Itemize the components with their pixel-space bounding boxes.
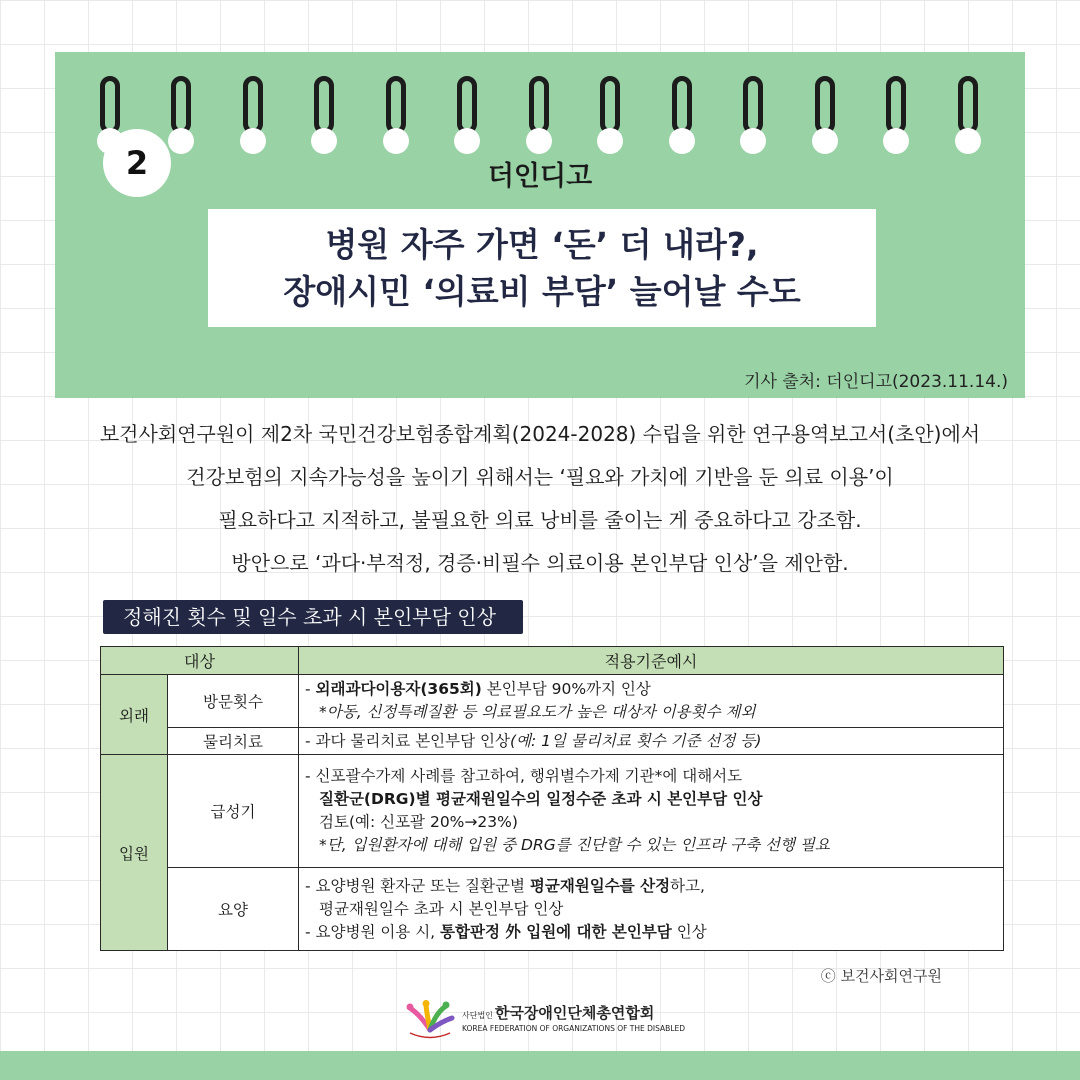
emphasis-text: 평균재원일수를 산정	[529, 876, 671, 895]
source-credit: 기사 출처: 더인디고(2023.11.14.)	[744, 372, 1008, 392]
binder-ring	[100, 76, 120, 134]
criteria-text: - 요양병원 환자군 또는 질환군별	[305, 876, 530, 895]
binder-ring	[743, 76, 763, 134]
binder-hole	[812, 128, 838, 154]
criteria-text: 하고,	[670, 876, 705, 895]
bullet-prefix: -	[305, 680, 316, 698]
criteria-text: - 과다 물리치료 본인부담 인상	[305, 731, 510, 750]
binder-ring	[672, 76, 692, 134]
criteria-line	[305, 730, 997, 753]
headline-line: 장애시민 ‘의료비 부담’ 늘어날 수도	[283, 272, 801, 311]
table-row	[101, 675, 1004, 728]
card-number-badge: 2	[103, 129, 171, 197]
criteria-line	[305, 921, 997, 944]
binder-hole	[669, 128, 695, 154]
emphasis-text: 외래과다이용자(365회)	[315, 680, 482, 698]
criteria-line: 평균재원일수 초과 시 본인부담 인상	[319, 899, 564, 918]
binder-hole	[597, 128, 623, 154]
criteria-nursing	[299, 868, 1004, 951]
binder-hole	[454, 128, 480, 154]
binder-ring	[171, 76, 191, 134]
bottom-band	[0, 1051, 1080, 1080]
binder-hole	[955, 128, 981, 154]
binder-ring	[815, 76, 835, 134]
category-inpatient: 입원	[101, 755, 168, 951]
source-name: 더인디고	[487, 161, 593, 192]
criteria-line	[305, 875, 997, 898]
criteria-example: (예: 1일 물리치료 횟수 기준 선정 등)	[509, 731, 762, 750]
binder-ring	[529, 76, 549, 134]
binder-hole	[526, 128, 552, 154]
table-row	[101, 755, 1004, 868]
binder-hole	[883, 128, 909, 154]
binder-ring	[243, 76, 263, 134]
binder-hole	[383, 128, 409, 154]
header-criteria: 적용기준예시	[299, 647, 1004, 675]
criteria-line: - 신포괄수가제 사례를 참고하여, 행위별수가제 기관*에 대해서도	[305, 767, 743, 785]
binder-hole	[311, 128, 337, 154]
criteria-note: *단, 입원환자에 대해 입원 중 DRG를 진단할 수 있는 인프라 구축 선행 필요	[319, 836, 830, 854]
binder-hole	[168, 128, 194, 154]
criteria-text: 본인부담 90%까지 인상	[481, 680, 651, 698]
subcategory-visits: 방문횟수	[168, 675, 299, 728]
copyright-notice: ⓒ 보건사회연구원	[820, 967, 942, 985]
binder-ring	[457, 76, 477, 134]
criteria-physio	[299, 728, 1004, 755]
summary-line: 보건사회연구원이 제2차 국민건강보험종합계획(2024-2028) 수립을 위한 연구용역보고서(초안)에서	[99, 422, 981, 446]
subcategory-acute: 급성기	[168, 755, 299, 868]
subcategory-physio: 물리치료	[168, 728, 299, 755]
emphasis-text: 통합판정 外 입원에 대한 본인부담	[440, 922, 672, 941]
org-name-text: 한국장애인단체총연합회	[494, 1004, 655, 1022]
criteria-visits	[299, 675, 1004, 728]
summary-line: 건강보험의 지속가능성을 높이기 위해서는 ‘필요와 가치에 기반을 둔 의료 이용’이	[186, 465, 894, 489]
summary-line: 방안으로 ‘과다·부적정, 경증·비필수 의료이용 본인부담 인상’을 제안함.	[231, 551, 849, 575]
kodaf-logo-icon	[404, 1000, 456, 1040]
criteria-note: *아동, 신정특례질환 등 의료필요도가 높은 대상자 이용횟수 제외	[319, 703, 756, 721]
table-header-row	[101, 647, 1004, 675]
table-row	[101, 868, 1004, 951]
criteria-line	[305, 678, 997, 701]
table-row	[101, 728, 1004, 755]
org-name	[462, 1002, 654, 1023]
binder-hole	[240, 128, 266, 154]
binder-ring	[958, 76, 978, 134]
criteria-text: 인상	[671, 922, 707, 941]
binder-ring	[314, 76, 334, 134]
criteria-line: 질환군(DRG)별 평균재원일수의 일정수준 초과 시 본인부담 인상	[319, 790, 763, 808]
binder-ring	[386, 76, 406, 134]
headline-line: 병원 자주 가면 ‘돈’ 더 내라?,	[325, 225, 759, 264]
binder-ring	[600, 76, 620, 134]
criteria-line: 검토(예: 신포괄 20%→23%)	[319, 813, 518, 831]
org-name-en: KOREA FEDERATION OF ORGANIZATIONS OF THE DISABLED	[462, 1024, 686, 1033]
category-outpatient: 외래	[101, 675, 168, 755]
summary-line: 필요하다고 지적하고, 불필요한 의료 낭비를 줄이는 게 중요하다고 강조함.	[218, 508, 862, 532]
policy-table	[100, 646, 1004, 951]
binder-ring	[886, 76, 906, 134]
criteria-text: - 요양병원 이용 시,	[305, 922, 441, 941]
org-prefix: 사단법인	[462, 1011, 493, 1020]
subcategory-nursing: 요양	[168, 868, 299, 951]
binder-hole	[740, 128, 766, 154]
summary-text	[0, 413, 1080, 585]
header-target: 대상	[101, 647, 299, 675]
headline-box	[208, 209, 876, 327]
criteria-acute	[299, 755, 1004, 868]
org-logo	[404, 1000, 704, 1040]
section-tag: 정해진 횟수 및 일수 초과 시 본인부담 인상	[103, 600, 523, 634]
